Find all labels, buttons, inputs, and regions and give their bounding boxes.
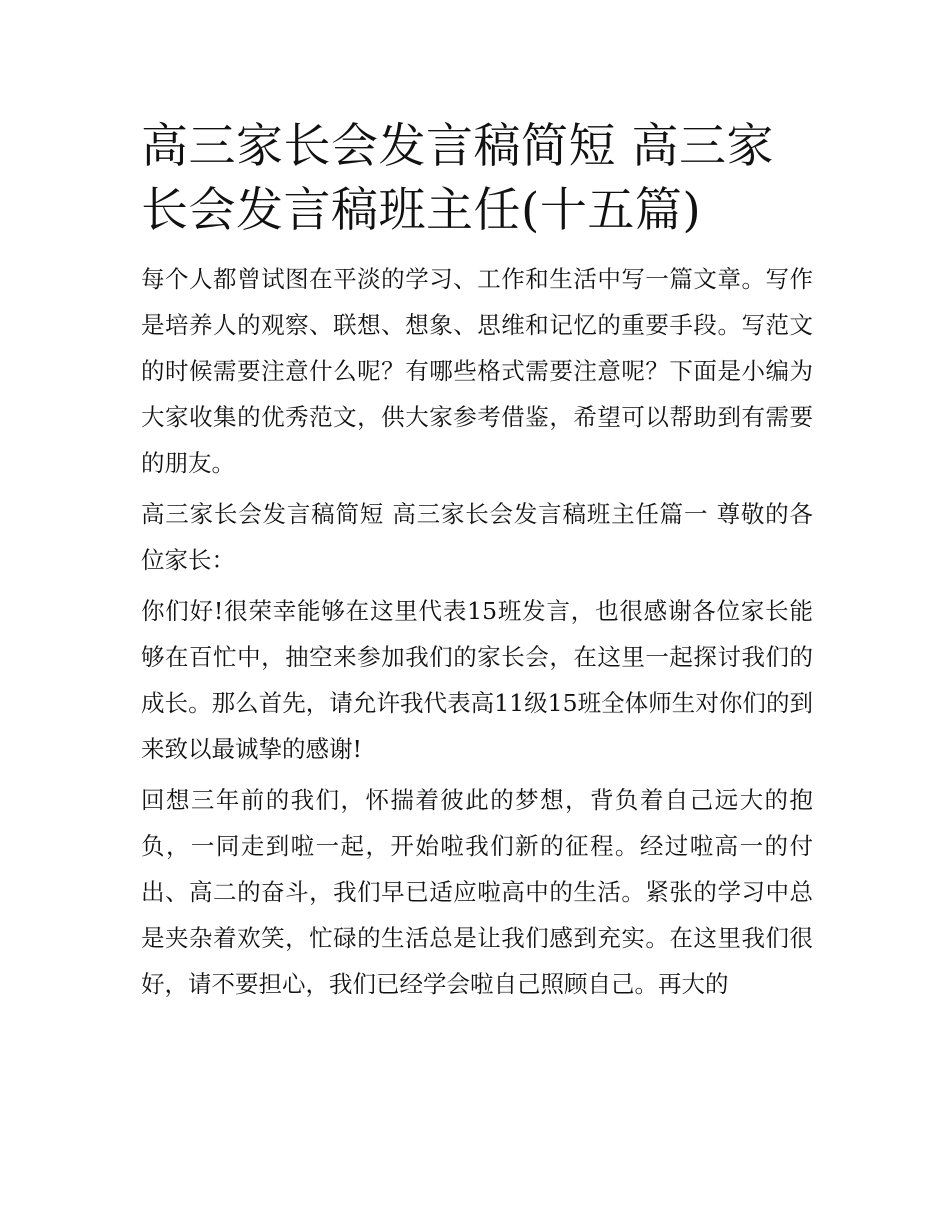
intro-paragraph: 每个人都曾试图在平淡的学习、工作和生活中写一篇文章。写作是培养人的观察、联想、想象、思维和记忆的重要手段。写范文的时候需要注意什么呢？有哪些格式需要注意呢？下面是小编为大家收集的优秀范文，供大家参考借鉴，希望可以帮助到有需要的朋友。 [141, 265, 813, 477]
section-heading-paragraph: 高三家长会发言稿简短 高三家长会发言稿班主任篇一 尊敬的各位家长： [141, 500, 813, 574]
greeting-paragraph: 你们好!很荣幸能够在这里代表15班发言，也很感谢各位家长能够在百忙中，抽空来参加我们的家长会，在这里一起探讨我们的成长。那么首先，请允许我代表高11级15班全体师生对你们的到来致以最诚挚的感谢! [141, 597, 813, 763]
body-paragraph: 回想三年前的我们，怀揣着彼此的梦想，背负着自己远大的抱负，一同走到啦一起，开始啦我们新的征程。经过啦高一的付出、高二的奋斗，我们早已适应啦高中的生活。紧张的学习中总是夹杂着欢笑，忙碌的生活总是让我们感到充实。在这里我们很好，请不要担心，我们已经学会啦自己照顾自己。再大的 [141, 786, 813, 998]
page-title: 高三家长会发言稿简短 高三家长会发言稿班主任(十五篇) [141, 119, 774, 238]
document-body [141, 115, 813, 1007]
